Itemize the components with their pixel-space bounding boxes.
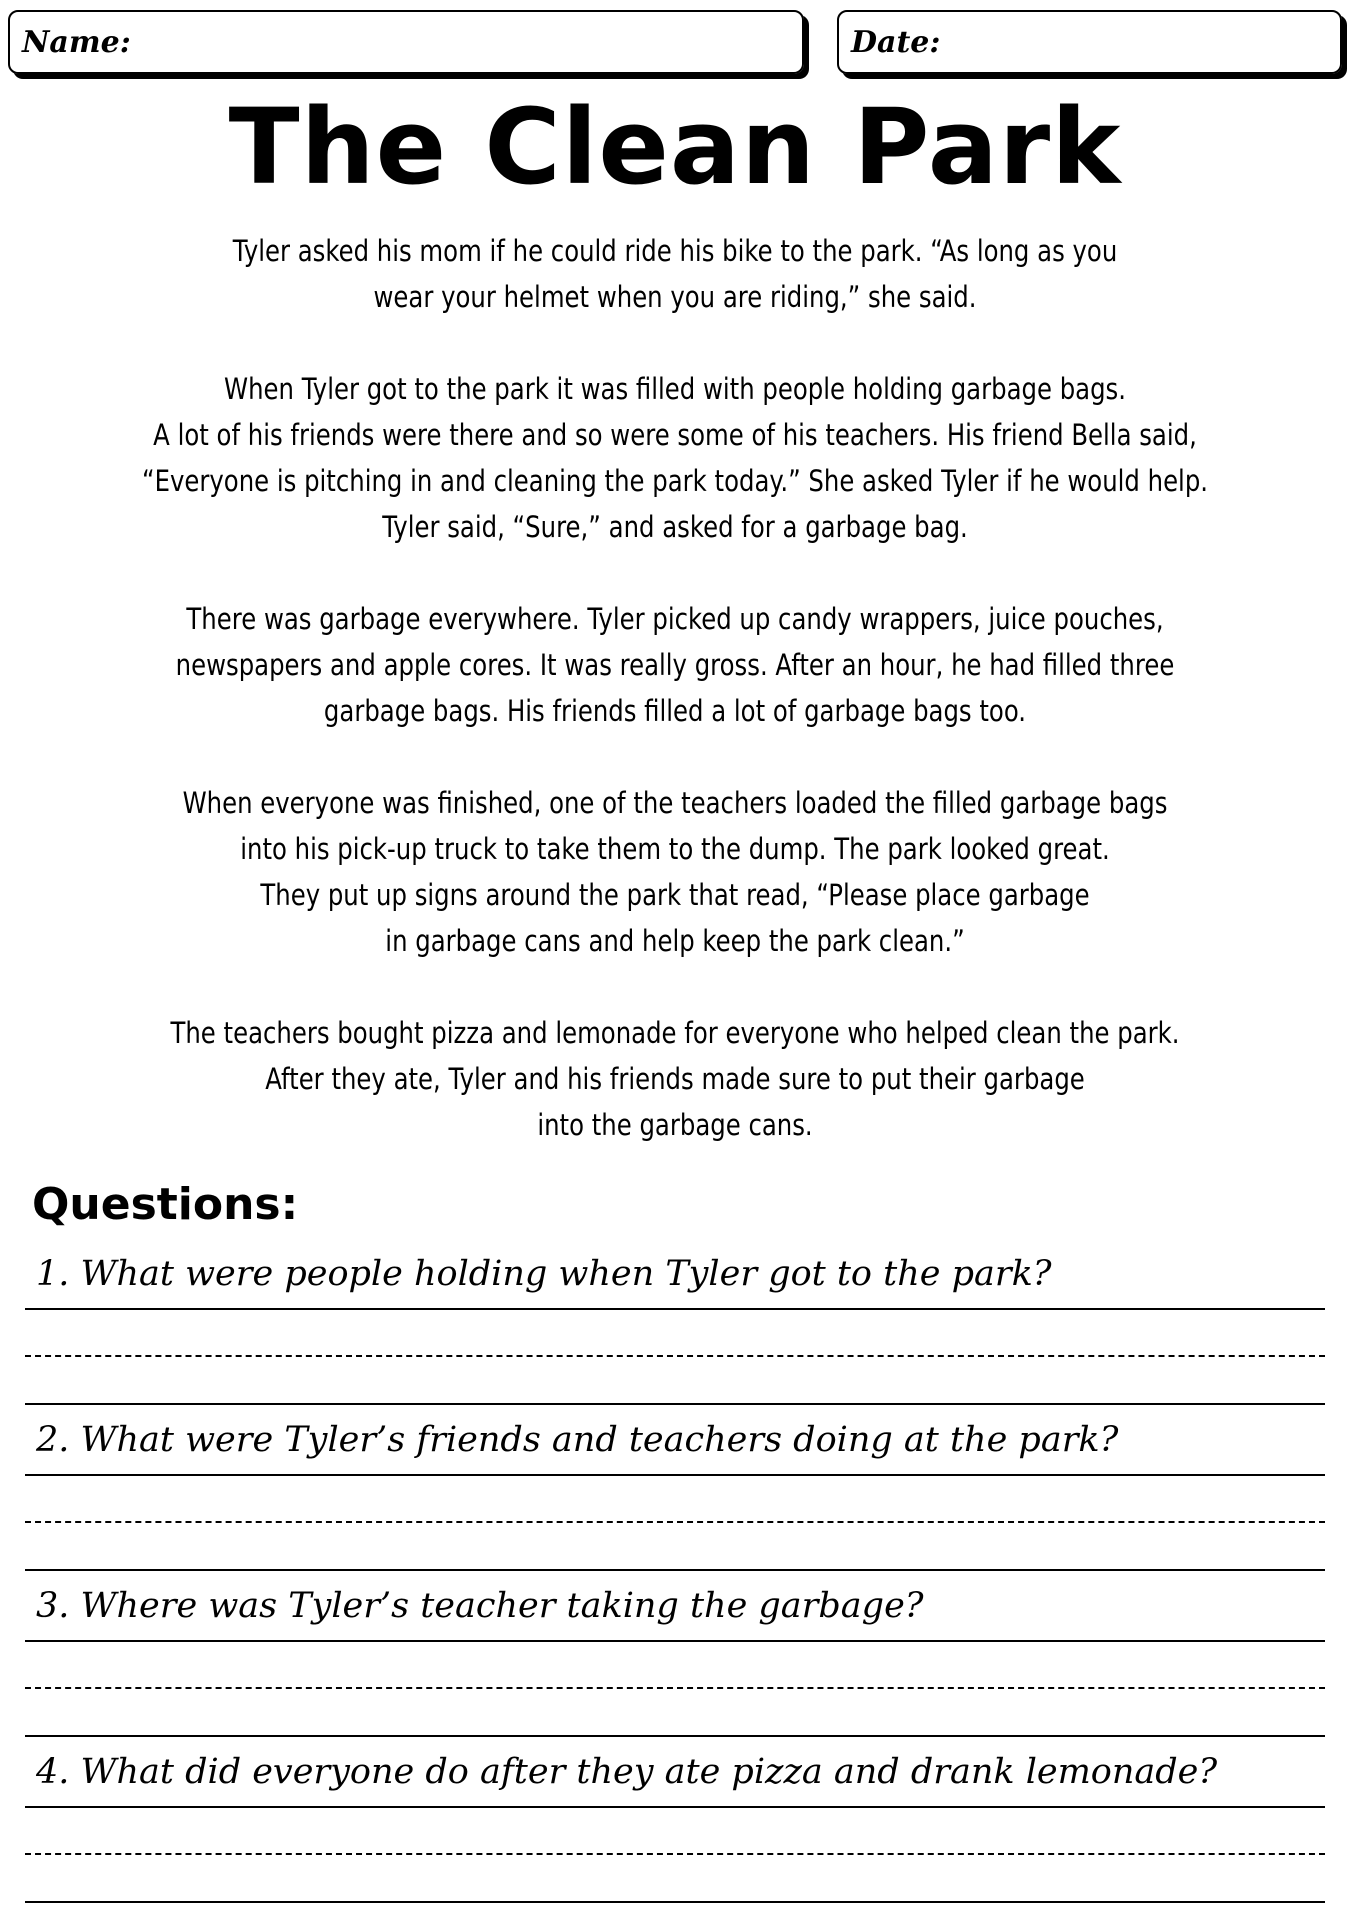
story-paragraph [0,228,1350,320]
story-text [0,228,1350,1194]
question-text: 3. Where was Tyler’s teacher taking the garbage? [36,1586,924,1626]
name-label: Name: [22,25,131,60]
answer-line[interactable] [25,1806,1325,1808]
story-line: Tyler asked his mom if he could ride his bike to the park. “As long as you [232,234,1118,268]
story-paragraph [0,780,1350,964]
answer-baseline[interactable] [25,1569,1325,1571]
answer-line[interactable] [25,1474,1325,1476]
name-field[interactable] [8,10,804,74]
story-line: Tyler said, “Sure,” and asked for a garbage bag. [382,510,968,544]
date-label: Date: [851,25,941,60]
answer-guide-line [25,1521,1325,1523]
question-text: 1. What were people holding when Tyler got to the park? [36,1254,1052,1294]
question-text: 2. What were Tyler’s friends and teachers doing at the park? [36,1420,1119,1460]
story-line: “Everyone is pitching in and cleaning the park today.” She asked Tyler if he would help. [141,464,1209,498]
story-line: When everyone was finished, one of the teachers loaded the filled garbage bags [182,786,1168,820]
story-line: in garbage cans and help keep the park clean.” [385,924,965,958]
story-line: They put up signs around the park that read, “Please place garbage [260,878,1090,912]
answer-baseline[interactable] [25,1901,1325,1903]
answer-guide-line [25,1853,1325,1855]
story-paragraph [0,366,1350,550]
question-text: 4. What did everyone do after they ate pizza and drank lemonade? [36,1752,1218,1792]
answer-line[interactable] [25,1640,1325,1642]
story-line: The teachers bought pizza and lemonade for everyone who helped clean the park. [170,1016,1180,1050]
story-line: wear your helmet when you are riding,” she said. [373,280,977,314]
answer-baseline[interactable] [25,1735,1325,1737]
questions-heading: Questions: [32,1179,299,1230]
story-line: into his pick-up truck to take them to the dump. The park looked great. [240,832,1110,866]
story-line: newspapers and apple cores. It was really gross. After an hour, he had filled three [175,648,1175,682]
date-field[interactable] [837,10,1342,74]
answer-line[interactable] [25,1308,1325,1310]
story-paragraph [0,596,1350,734]
story-line: A lot of his friends were there and so were some of his teachers. His friend Bella said, [153,418,1197,452]
worksheet-title: The Clean Park [228,86,1122,208]
story-line: into the garbage cans. [537,1108,813,1142]
story-paragraph [0,1010,1350,1148]
answer-guide-line [25,1355,1325,1357]
answer-guide-line [25,1687,1325,1689]
answer-baseline[interactable] [25,1403,1325,1405]
story-line: When Tyler got to the park it was filled with people holding garbage bags. [224,372,1126,406]
story-line: After they ate, Tyler and his friends made sure to put their garbage [265,1062,1085,1096]
story-line: There was garbage everywhere. Tyler picked up candy wrappers, juice pouches, [186,602,1164,636]
story-line: garbage bags. His friends filled a lot of garbage bags too. [323,694,1027,728]
